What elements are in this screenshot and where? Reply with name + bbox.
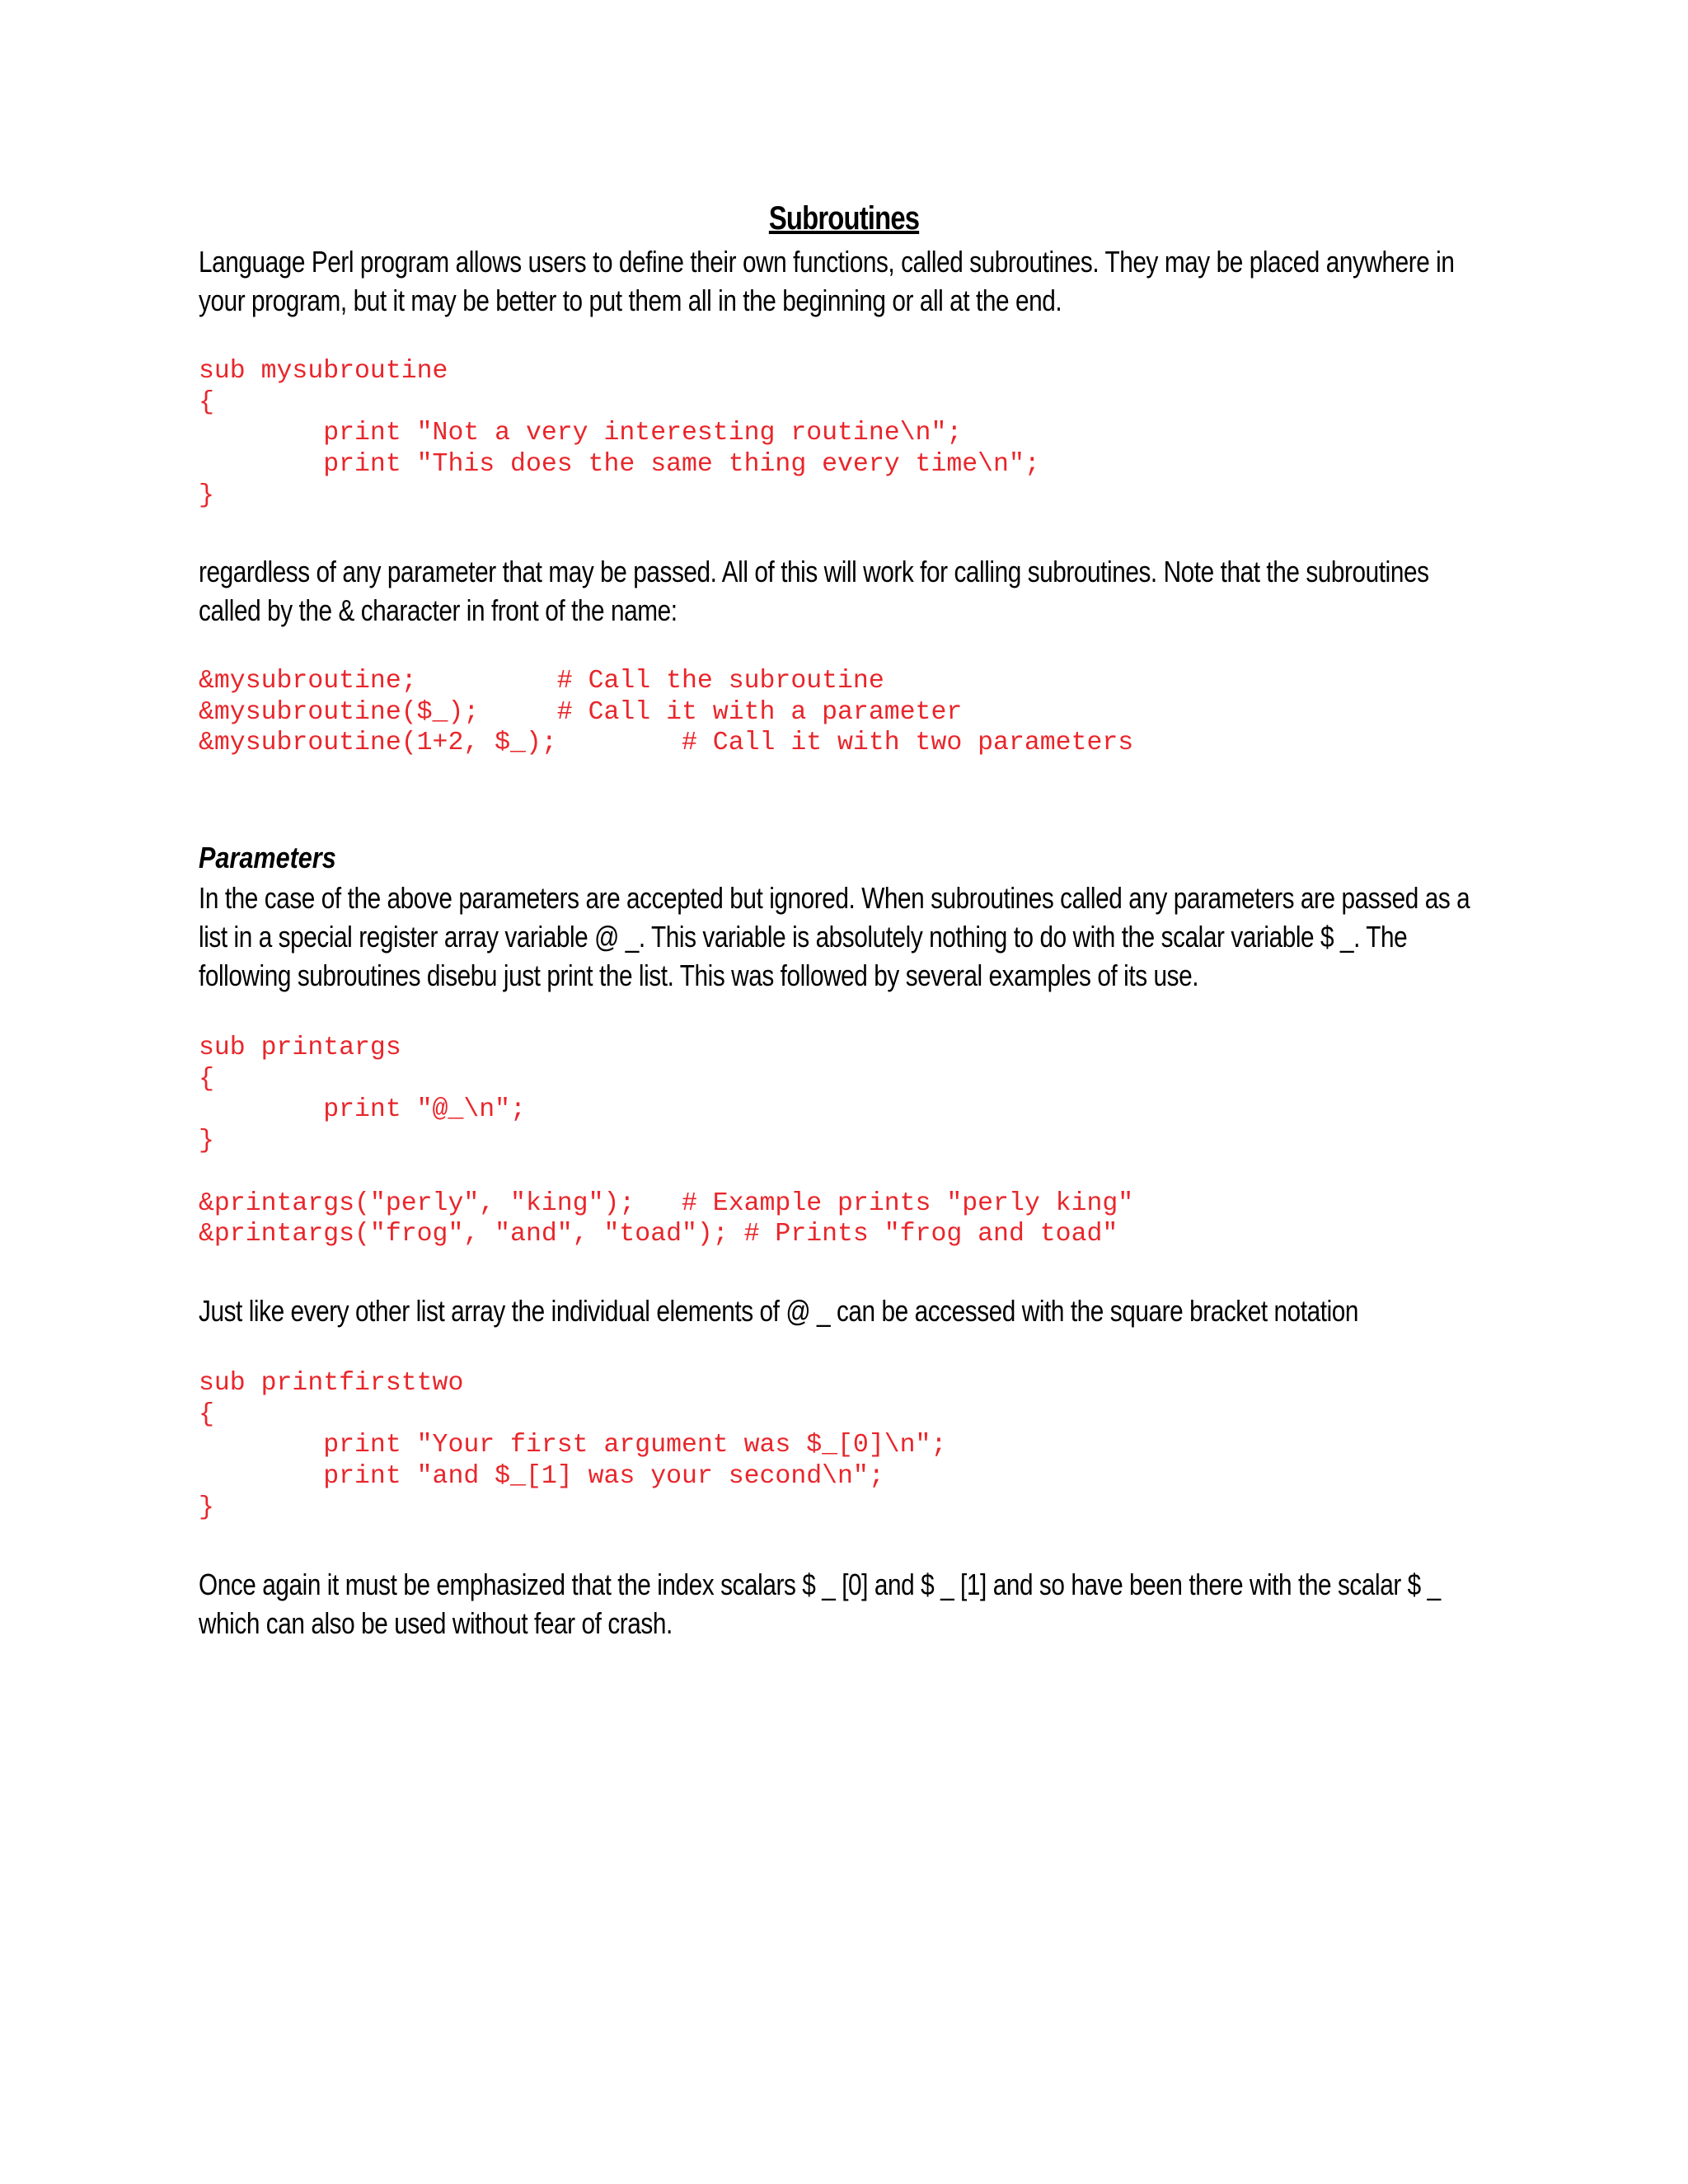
square-bracket-paragraph (199, 1291, 1489, 1330)
code-printargs: sub printargs { print "@_\n"; } &printargs("perly", "king"); # Example prints "perly king" &printargs("frog", "and", "toad"); # Prints "frog and toad" (199, 1033, 1134, 1249)
code-block-mysubroutine (199, 356, 1489, 512)
parameters-paragraph (199, 879, 1489, 995)
calling-paragraph (199, 552, 1489, 630)
code-block-printfirsttwo (199, 1368, 1489, 1524)
page-title: Subroutines (768, 200, 920, 237)
closing-text: Once again it must be emphasized that the index scalars $ _ [0] and $ _ [1] and so have been there with the scalar $ _ which can also be used without fear of crash. (199, 1568, 1441, 1640)
code-mysubroutine: sub mysubroutine { print "Not a very interesting routine\n"; print "This does the same thing every time\n"; } (199, 357, 1040, 510)
square-bracket-text: Just like every other list array the individual elements of @ _ can be accessed with the square bracket notation (199, 1294, 1359, 1328)
intro-paragraph (199, 242, 1489, 320)
closing-paragraph (199, 1565, 1489, 1643)
parameters-text: In the case of the above parameters are accepted but ignored. When subroutines called any parameters are passed as a list in a special register array variable @ _. This variable is absolutely nothing to do with the scalar variable $ _. The following subroutines disebu just print the list. This was followed by several examples of its use. (199, 881, 1470, 992)
calling-text: regardless of any parameter that may be passed. All of this will work for calling subroutines. Note that the subroutines called by the & character in front of the name: (199, 555, 1429, 627)
code-calls: &mysubroutine; # Call the subroutine &mysubroutine($_); # Call it with a parameter &mysubroutine(1+2, $_); # Call it with two parameters (199, 667, 1134, 758)
parameters-section-heading (199, 841, 1489, 875)
code-block-printargs (199, 1033, 1489, 1250)
parameters-heading: Parameters (199, 841, 336, 874)
code-printfirsttwo: sub printfirsttwo { print "Your first argument was $_[0]\n"; print "and $_[1] was your second\n"; } (199, 1369, 947, 1522)
intro-text: Language Perl program allows users to define their own functions, called subroutines. They may be placed anywhere in your program, but it may be better to put them all in the beginning or all at the end. (199, 245, 1455, 317)
code-block-calls (199, 666, 1489, 759)
